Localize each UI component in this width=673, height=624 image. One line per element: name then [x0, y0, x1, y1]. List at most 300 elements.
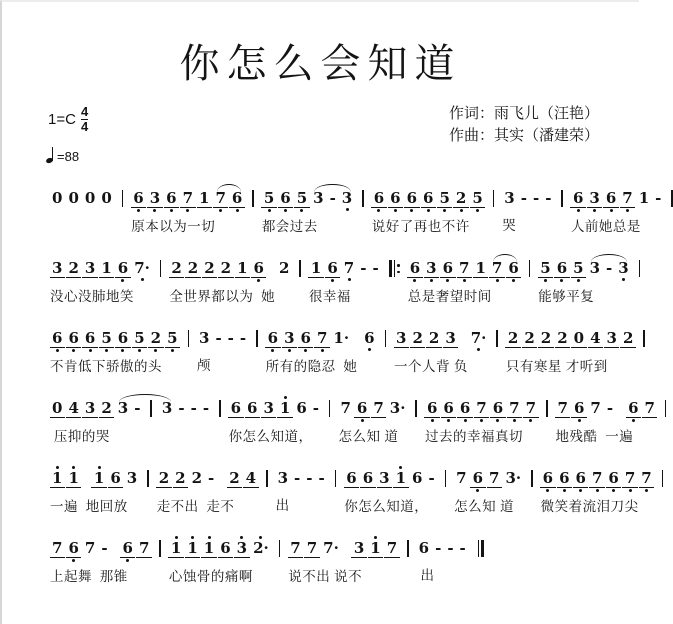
bar-thin — [478, 540, 480, 557]
low-octave-dot — [268, 209, 271, 212]
note-number: 7 — [507, 400, 522, 418]
note — [606, 465, 621, 493]
note-number: 3 — [126, 469, 138, 487]
low-octave-dot — [560, 279, 563, 282]
note — [173, 465, 188, 493]
octave-dot-below — [612, 488, 615, 493]
measure — [337, 395, 408, 445]
note — [570, 185, 585, 213]
lyric: 全世界都以为 她 — [169, 289, 276, 304]
note-number: 7 — [50, 540, 65, 558]
barline — [407, 540, 409, 557]
note-number: 1 — [368, 540, 383, 558]
octave-dot-below — [560, 278, 563, 283]
barline — [546, 400, 548, 417]
lyric: 一遍 地回放 — [50, 499, 128, 514]
octave-dot-below — [431, 418, 434, 423]
octave-dot-below — [154, 348, 157, 353]
note — [490, 395, 505, 423]
note — [555, 325, 570, 353]
note-number: 0 — [571, 330, 586, 348]
octave-dot-below — [463, 278, 466, 283]
note — [358, 255, 369, 282]
note — [441, 395, 456, 423]
note-number: 6 — [412, 469, 423, 487]
lyric: 所有的隐忍 她 — [265, 359, 358, 374]
note-number: - — [545, 189, 552, 207]
score-line — [46, 255, 633, 305]
barline — [665, 400, 667, 417]
note-number: 2 — [426, 330, 441, 348]
note-number: 0 — [84, 189, 96, 207]
note-number: 2 — [522, 330, 537, 348]
lyric: 出 — [416, 568, 435, 583]
note-number: 3 — [82, 400, 97, 418]
note — [66, 535, 81, 563]
note-number: 6 — [360, 470, 375, 488]
note-number: 7 — [343, 259, 355, 277]
note-number: - — [360, 259, 367, 277]
lyric — [49, 214, 115, 231]
note-number: 3 — [161, 399, 173, 417]
note — [603, 185, 618, 213]
note — [294, 185, 309, 213]
note-number: 6 — [557, 470, 572, 488]
lyric: 出 — [275, 498, 290, 513]
note — [200, 395, 211, 422]
note — [588, 395, 603, 422]
note-number: - — [215, 329, 222, 347]
barline — [639, 260, 641, 277]
note — [235, 255, 250, 283]
note — [189, 465, 204, 492]
note-number: 5 — [538, 260, 553, 278]
note-number: 6 — [164, 190, 179, 208]
low-octave-dot — [321, 349, 324, 352]
octave-dot-below — [268, 208, 271, 213]
low-octave-dot — [137, 209, 140, 212]
note-number: 6 — [457, 400, 472, 418]
notes-row — [275, 465, 328, 492]
note-number: 7 — [620, 190, 635, 208]
note — [404, 185, 419, 213]
note-number: 6 — [218, 540, 233, 558]
low-octave-dot — [121, 349, 124, 352]
measure — [49, 465, 140, 515]
note — [99, 185, 114, 212]
note-number: 5 — [294, 190, 309, 208]
note — [115, 255, 130, 283]
lyric: 怎么知 道 — [454, 499, 515, 514]
note-number: 6 — [603, 190, 618, 208]
note — [370, 255, 381, 282]
note-number: 1 — [638, 189, 650, 207]
notes-row — [265, 325, 378, 353]
note — [120, 535, 135, 563]
lyric: 能够平复 — [538, 289, 595, 304]
note-number: 4 — [66, 400, 81, 418]
note-number: 5 — [571, 260, 586, 278]
notes-row — [371, 185, 486, 213]
note — [197, 185, 212, 213]
octave-dot-below — [632, 418, 635, 423]
note — [275, 465, 290, 492]
note — [294, 395, 309, 422]
measure — [416, 535, 469, 584]
note-number: 6 — [325, 260, 340, 278]
note — [505, 325, 520, 353]
note-number: 6 — [421, 190, 436, 208]
low-octave-dot — [413, 279, 416, 282]
note-number: 1 — [99, 260, 114, 278]
octave-dot-below — [626, 208, 629, 213]
note — [131, 185, 146, 213]
octave-dot-below — [579, 488, 582, 493]
note-number: 3 — [351, 540, 366, 558]
note — [424, 395, 439, 423]
note — [410, 325, 425, 353]
notes-row — [501, 185, 554, 212]
octave-dot-below — [443, 208, 446, 213]
note — [468, 325, 489, 352]
low-octave-dot — [645, 489, 648, 492]
note — [371, 395, 386, 423]
octave-dot-below — [126, 558, 129, 563]
octave-dot-below — [596, 488, 599, 493]
barline — [561, 190, 563, 207]
note-number: 6 — [554, 260, 569, 278]
lyric: 人前她总是 — [570, 219, 641, 234]
note-number: 5 — [165, 330, 180, 348]
notes-row — [424, 395, 539, 423]
note — [604, 395, 615, 422]
note — [206, 465, 217, 492]
note — [282, 325, 297, 353]
note-number: 2 — [227, 470, 242, 488]
score-line — [46, 395, 655, 445]
note-number: 1 — [91, 470, 106, 488]
bar-thick — [481, 540, 484, 557]
octave-dot-below — [121, 278, 124, 283]
note-number: 7 — [474, 400, 489, 418]
note-number: 7 — [84, 539, 96, 557]
note — [457, 255, 472, 283]
octave-dot-below — [513, 418, 516, 423]
note — [523, 395, 538, 423]
low-octave-dot — [368, 348, 371, 351]
low-octave-dot — [529, 419, 532, 422]
note — [66, 325, 81, 353]
note-number: - — [312, 399, 319, 417]
octave-dot-below — [645, 488, 648, 493]
note — [185, 535, 200, 563]
note-number: 2 — [191, 469, 202, 487]
note-number: 6 — [50, 330, 65, 348]
note — [50, 465, 65, 493]
lyric: 压抑的哭 — [50, 429, 110, 444]
note — [410, 465, 425, 492]
note — [331, 325, 352, 352]
measure — [168, 535, 272, 585]
note-number: - — [318, 469, 325, 487]
note — [321, 535, 342, 562]
note-number: 2 — [505, 330, 520, 348]
octave-dot-below — [544, 278, 547, 283]
note — [176, 395, 187, 422]
note-number: 6 — [229, 190, 244, 208]
low-octave-dot — [105, 349, 108, 352]
note-number: 6 — [490, 400, 505, 418]
octave-dot-below — [446, 278, 449, 283]
note-number: 6 — [120, 540, 135, 558]
octave-dot-below — [476, 208, 479, 213]
note-number: 1 — [277, 400, 292, 418]
note — [201, 535, 216, 563]
low-octave-dot — [257, 279, 260, 282]
note-number: 7· — [134, 259, 150, 277]
note-number: 6 — [115, 260, 130, 278]
lyric: 你怎么知道， — [228, 429, 313, 444]
note-number: 3 — [424, 260, 439, 278]
note-number: 6 — [251, 260, 266, 278]
note-number: 3 — [261, 400, 276, 418]
score-line — [46, 185, 662, 235]
note — [164, 185, 179, 213]
barline — [266, 470, 268, 487]
low-octave-dot — [546, 489, 549, 492]
bar-thin — [394, 260, 396, 277]
note-number: - — [306, 469, 313, 487]
low-octave-dot — [171, 349, 174, 352]
note-number: 6 — [424, 400, 439, 418]
low-octave-dot — [480, 419, 483, 422]
note — [245, 395, 260, 423]
note — [108, 465, 123, 493]
repeat-barline — [389, 260, 400, 277]
note — [416, 535, 431, 562]
octave-dot-below — [563, 488, 566, 493]
low-octave-dot — [288, 349, 291, 352]
note — [538, 255, 553, 283]
note-number: 3 — [234, 540, 249, 558]
note-number: 0 — [52, 189, 63, 207]
note — [180, 185, 195, 213]
note-number: 6 — [506, 260, 521, 278]
note — [433, 535, 444, 562]
lyric: 你怎么知道， — [344, 499, 429, 514]
low-octave-dot — [460, 209, 463, 212]
octave-dot-below — [610, 208, 613, 213]
low-octave-dot — [513, 419, 516, 422]
note — [588, 325, 603, 353]
note — [426, 325, 441, 353]
low-octave-dot — [126, 559, 129, 562]
measure — [537, 255, 631, 305]
low-octave-dot — [271, 349, 274, 352]
note-number: 3 — [377, 470, 392, 488]
low-octave-dot — [446, 279, 449, 282]
barline — [160, 260, 162, 277]
note — [225, 325, 236, 352]
barline — [385, 330, 387, 347]
note-number: 6 — [388, 190, 403, 208]
low-octave-dot — [431, 419, 434, 422]
note — [124, 465, 139, 492]
notes-row — [49, 465, 140, 493]
note-number: 6 — [407, 260, 422, 278]
note-number: 6 — [371, 190, 386, 208]
note — [228, 395, 243, 423]
octave-dot-below — [284, 208, 287, 213]
octave-dot-below — [271, 348, 274, 353]
low-octave-dot — [447, 419, 450, 422]
note-number: 7· — [470, 329, 487, 347]
note-number: 3 — [504, 189, 515, 207]
lyric: 都会过去 — [261, 219, 318, 234]
note — [573, 465, 588, 493]
note — [316, 465, 327, 492]
notes-row — [228, 395, 322, 423]
note-number: 6 — [108, 470, 123, 488]
note-number: 7 — [589, 470, 604, 488]
low-octave-dot — [622, 278, 625, 281]
note-number: 6 — [540, 470, 555, 488]
note — [99, 255, 114, 283]
score — [2, 181, 662, 585]
low-octave-dot — [284, 209, 287, 212]
note-number: - — [606, 259, 613, 277]
low-octave-dot — [476, 489, 479, 492]
note-number: - — [329, 189, 336, 207]
low-octave-dot — [346, 208, 349, 211]
barline — [219, 400, 221, 417]
note — [50, 395, 65, 423]
notes-row — [168, 255, 292, 283]
octave-dot-below — [321, 348, 324, 353]
note-number: - — [134, 399, 141, 417]
octave-dot-below — [368, 347, 371, 352]
barline — [188, 330, 190, 347]
note — [620, 185, 635, 213]
measure — [49, 395, 143, 445]
barline — [252, 190, 254, 207]
low-octave-dot — [544, 279, 547, 282]
low-octave-dot — [577, 279, 580, 282]
note-number: 6 — [82, 330, 97, 348]
octave-dot-below — [346, 207, 349, 212]
note — [91, 465, 106, 493]
note — [165, 325, 180, 353]
barline — [150, 400, 152, 417]
note-number: 3 — [394, 330, 409, 348]
note — [304, 535, 319, 563]
note-number: 6 — [344, 470, 359, 488]
octave-dot-below — [105, 348, 108, 353]
note — [368, 535, 383, 563]
low-octave-dot — [72, 559, 75, 562]
note — [388, 185, 403, 213]
note — [474, 395, 489, 423]
note-number: 1 — [168, 540, 183, 558]
octave-dot-below — [300, 208, 303, 213]
barline — [531, 470, 533, 487]
measure — [275, 465, 328, 514]
note — [407, 255, 422, 283]
note-number: 1 — [235, 260, 250, 278]
lyric: 说不出 说不 — [288, 569, 363, 584]
note — [261, 185, 276, 213]
note-number: 1 — [393, 470, 408, 488]
octave-dot-below — [331, 278, 334, 283]
note-number: 6 — [573, 470, 588, 488]
measure — [343, 465, 437, 515]
note — [197, 325, 212, 352]
octave-dot-below — [460, 208, 463, 213]
note-number: 2 — [148, 330, 163, 348]
notes-row — [156, 465, 259, 493]
measure — [453, 465, 524, 515]
note-number: 6 — [440, 260, 455, 278]
note — [454, 465, 469, 492]
note — [571, 395, 586, 423]
tempo-marking — [46, 147, 79, 164]
octave-dot-below — [430, 278, 433, 283]
lyric: 上起舞 那锥 — [50, 569, 128, 584]
note — [82, 255, 97, 283]
note-number: 7 — [456, 469, 467, 487]
note — [622, 465, 637, 493]
lyric: 很幸福 — [308, 289, 351, 304]
note-number: 7 — [457, 260, 472, 278]
lyric: 哭 — [502, 218, 517, 233]
note-number: 6 — [354, 400, 369, 418]
octave-dot-below — [512, 278, 515, 283]
low-octave-dot — [348, 278, 351, 281]
low-octave-dot — [138, 349, 141, 352]
notes-row — [337, 395, 408, 423]
note — [213, 325, 224, 352]
measure — [261, 185, 355, 235]
octave-dot-below — [89, 348, 92, 353]
octave-dot-below — [480, 418, 483, 423]
note — [314, 325, 329, 353]
measure — [196, 325, 249, 374]
barline — [493, 190, 495, 207]
note — [626, 395, 641, 423]
measure — [371, 185, 486, 235]
note — [507, 395, 522, 423]
barline — [299, 260, 301, 277]
note-number: 1 — [197, 190, 212, 208]
measure — [49, 185, 115, 231]
notes-row — [343, 465, 437, 493]
low-octave-dot — [331, 279, 334, 282]
note — [82, 535, 97, 562]
measure — [49, 255, 153, 305]
note — [50, 325, 65, 353]
note — [136, 535, 151, 563]
meta-section — [2, 103, 639, 181]
octave-dot-below — [577, 278, 580, 283]
note — [437, 185, 452, 213]
note — [362, 325, 377, 352]
low-octave-dot — [427, 209, 430, 212]
barline — [529, 260, 531, 277]
barline — [662, 470, 664, 487]
note — [251, 535, 272, 562]
note-number: 7 — [213, 190, 228, 208]
note — [421, 185, 436, 213]
